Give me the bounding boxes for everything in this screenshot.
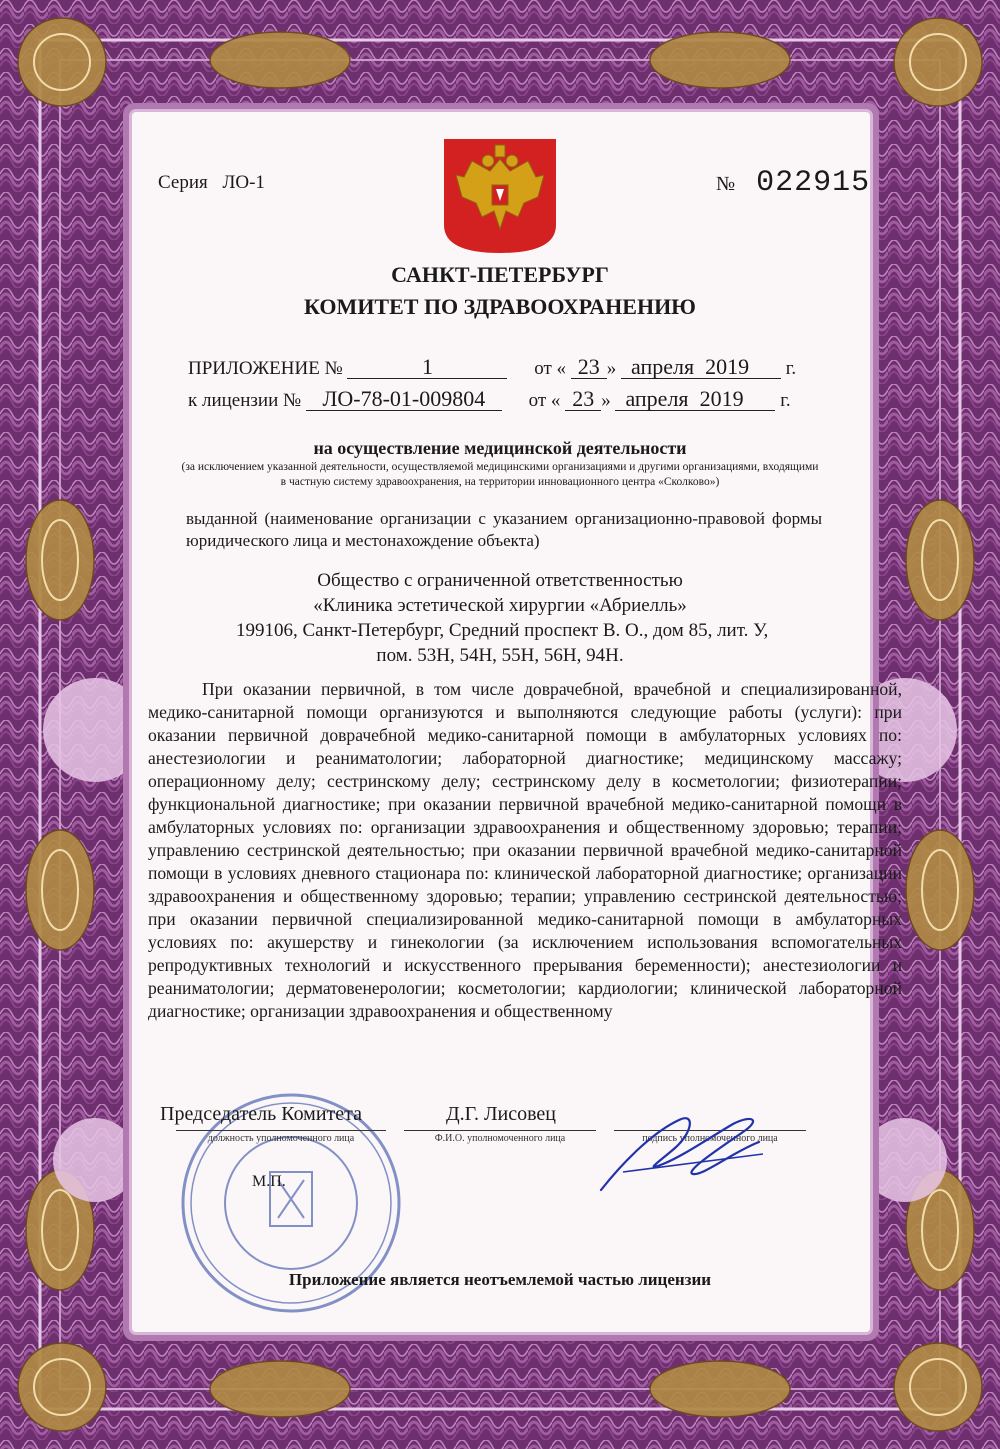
series-label: Серия [158,172,208,193]
org-line-2: «Клиника эстетической хирургии «Абриелль» [313,595,687,616]
org-line-3: 199106, Санкт-Петербург, Средний проспект В. О., дом 85, лит. У, [236,620,769,641]
appendix-number: 1 [347,356,507,379]
appendix-day: 23 [571,356,607,379]
city-title: САНКТ-ПЕТЕРБУРГ [391,262,609,287]
appendix-year: 2019 [705,354,750,379]
license-number: ЛО-78-01-009804 [306,388,502,411]
activity-subject: на осуществление медицинской деятельности [313,438,687,458]
committee-title: КОМИТЕТ ПО ЗДРАВООХРАНЕНИЮ [304,294,696,319]
handwritten-signature-icon [583,1102,783,1202]
appendix-row [188,356,796,380]
appendix-month: апреля [631,354,695,379]
issued-text: выданной (наименование организации с указанием организационно-правовой формы юридического лица и местонахождение объекта) [186,509,822,550]
signatory-position: Председатель Комитета [160,1103,363,1125]
license-month-year [615,388,775,411]
license-month: апреля [625,386,689,411]
org-line-1: Общество с ограниченной ответственностью [317,570,683,591]
series [158,172,265,194]
license-from-label: от « [528,390,561,411]
appendix-quote-close: » [606,358,617,379]
appendix-year-suffix: г. [785,358,797,379]
position-line [176,1130,386,1131]
signature-caption: подпись уполномоченного лица [642,1133,778,1144]
seal-place-label: М.П. [252,1173,286,1190]
activity-note: (за исключением указанной деятельности, осуществляемой медицинскими организациями и другими организациями, входящими в частную систему здравоохранения, на территории инновационного центра «Сколково») [181,461,819,488]
appendix-from-label: от « [534,358,567,379]
signatory-name: Д.Г. Лисовец [446,1103,556,1125]
license-year-suffix: г. [780,390,791,411]
series-value: ЛО-1 [222,172,265,193]
license-row [188,388,791,412]
license-label: к лицензии № [188,390,302,411]
position-caption: должность уполномоченного лица [207,1133,355,1144]
name-caption: Ф.И.О. уполномоченного лица [434,1133,566,1144]
license-day: 23 [565,388,601,411]
services-text: При оказании первичной, в том числе доврачебной, врачебной и специализированной, медико-санитарной помощи организуются и выполняются следующие работы (услуги): при оказании первичной доврачебной медико-санитарной помощи в амбулаторных условиях по: анестезиологии и реаниматологии; лабораторной диагностике; медицинскому массажу; операционному делу; сестринскому делу; сестринскому делу в косметологии; физиотерапии; функциональной диагностике; при оказании первичной врачебной медико-санитарной помощи в амбулаторных условиях по: организации здравоохранения и общественному здоровью; терапии; управлению сестринской деятельностью; при оказании первичной врачебной медико-санитарной помощи в условиях дневного стационара по: клинической лабораторной диагностике; организации здравоохранения и общественному здоровью; терапии; управлению сестринской деятельностью; при оказании первичной специализированной медико-санитарной помощи в амбулаторных условиях по: акушерству и гинекологии (за исключением использования вспомогательных репродуктивных технологий и искусственного прерывания беременности); анестезиологии и реаниматологии; дерматовенерологии; косметологии; кардиологии; клинической лабораторной диагностике; организации здравоохранения и общественному [148,679,902,1021]
name-line [404,1130,596,1131]
org-line-4: пом. 53Н, 54Н, 55Н, 56Н, 94Н. [376,645,624,666]
appendix-month-year [621,356,781,379]
footer-note: Приложение является неотъемлемой частью лицензии [288,1270,712,1289]
appendix-label: ПРИЛОЖЕНИЕ № [188,358,343,379]
document-number [716,166,870,200]
license-year: 2019 [699,386,744,411]
number-value: 022915 [756,166,871,200]
license-quote-close: » [601,390,611,411]
coat-of-arms-icon [442,137,558,255]
number-label: № [716,173,736,195]
